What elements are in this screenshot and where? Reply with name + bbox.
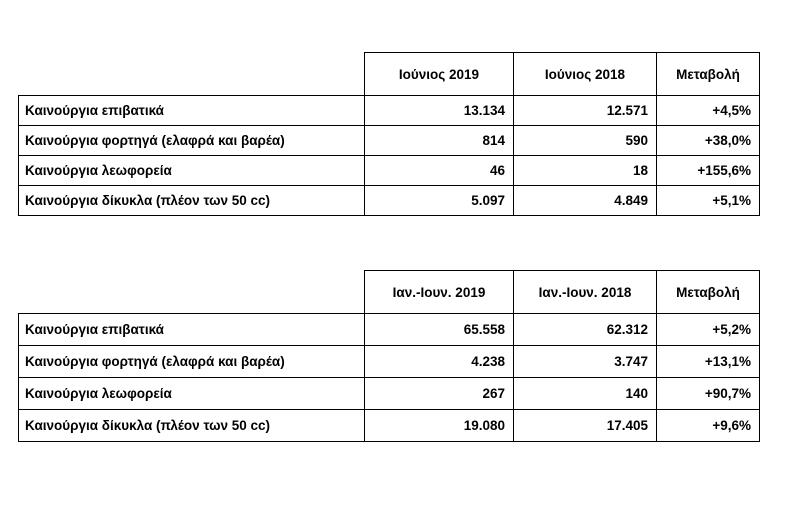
table-row [19,314,760,346]
row-label: Καινούργια επιβατικά [19,314,365,346]
column-header-previous-period: Ιούνιος 2018 [514,53,657,96]
table-row [19,410,760,442]
row-value-change: +5,2% [657,314,760,346]
row-value-previous: 3.747 [514,346,657,378]
row-value-change: +13,1% [657,346,760,378]
row-value-change: +38,0% [657,126,760,156]
column-header-blank [19,271,365,314]
row-value-current: 19.080 [365,410,514,442]
row-value-current: 46 [365,156,514,186]
cumulative-registrations-table-container [18,270,760,442]
monthly-registrations-table-container [18,52,760,216]
cumulative-registrations-table [18,270,760,442]
table-row [19,378,760,410]
row-value-previous: 140 [514,378,657,410]
row-label: Καινούργια δίκυκλα (πλέον των 50 cc) [19,186,365,216]
row-value-change: +4,5% [657,96,760,126]
row-value-previous: 18 [514,156,657,186]
row-value-previous: 17.405 [514,410,657,442]
row-label: Καινούργια λεωφορεία [19,378,365,410]
row-label: Καινούργια φορτηγά (ελαφρά και βαρέα) [19,126,365,156]
column-header-previous-period: Ιαν.-Ιουν. 2018 [514,271,657,314]
row-label: Καινούργια λεωφορεία [19,156,365,186]
row-value-previous: 4.849 [514,186,657,216]
row-value-current: 5.097 [365,186,514,216]
table-header-row [19,271,760,314]
table-row [19,156,760,186]
column-header-change: Μεταβολή [657,53,760,96]
column-header-change: Μεταβολή [657,271,760,314]
row-label: Καινούργια δίκυκλα (πλέον των 50 cc) [19,410,365,442]
column-header-current-period: Ιούνιος 2019 [365,53,514,96]
row-value-previous: 62.312 [514,314,657,346]
column-header-blank [19,53,365,96]
row-value-change: +9,6% [657,410,760,442]
row-label: Καινούργια φορτηγά (ελαφρά και βαρέα) [19,346,365,378]
row-value-change: +5,1% [657,186,760,216]
row-value-previous: 590 [514,126,657,156]
row-value-current: 4.238 [365,346,514,378]
table-header-row [19,53,760,96]
table-row [19,346,760,378]
row-label: Καινούργια επιβατικά [19,96,365,126]
row-value-previous: 12.571 [514,96,657,126]
row-value-change: +90,7% [657,378,760,410]
monthly-registrations-table [18,52,760,216]
table-row [19,96,760,126]
row-value-current: 65.558 [365,314,514,346]
column-header-current-period: Ιαν.-Ιουν. 2019 [365,271,514,314]
table-row [19,126,760,156]
table-row [19,186,760,216]
row-value-change: +155,6% [657,156,760,186]
row-value-current: 267 [365,378,514,410]
row-value-current: 13.134 [365,96,514,126]
row-value-current: 814 [365,126,514,156]
